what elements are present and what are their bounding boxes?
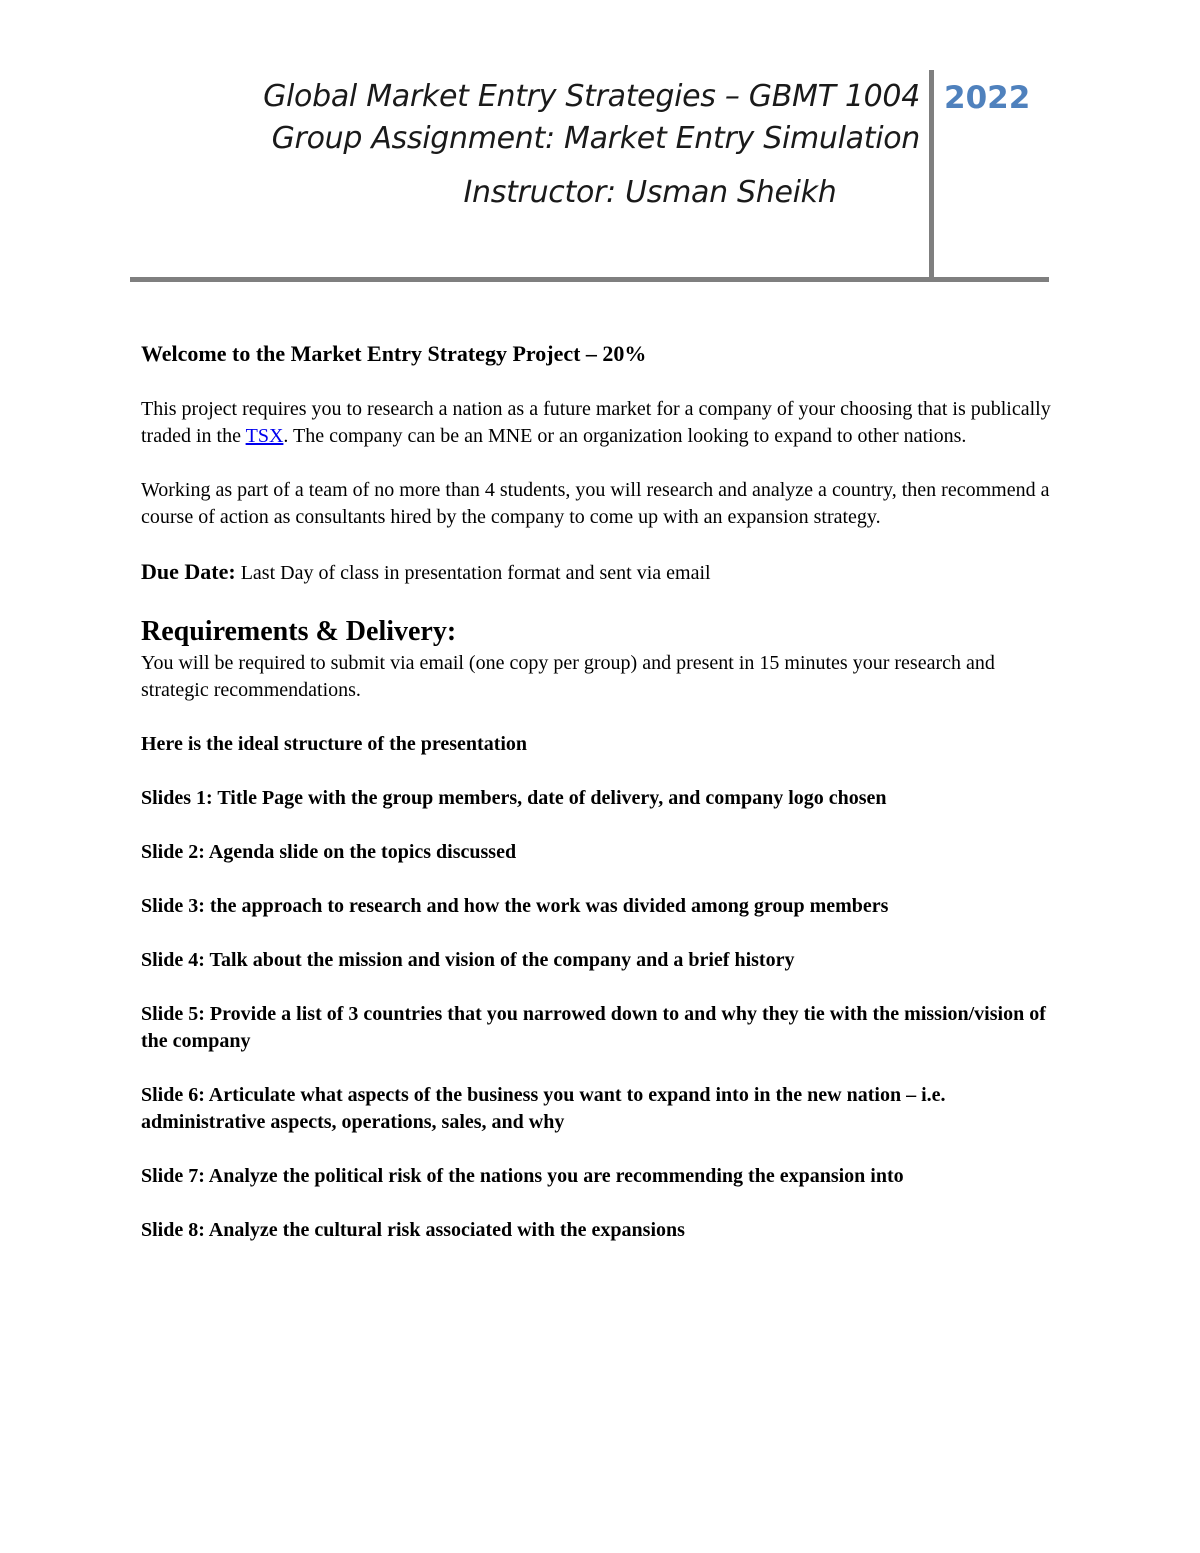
intro-text-part1: This project requires you to research a nation as a future market for a company of your choosing that is publically traded in the [141,398,1051,447]
slide-item-5: Slide 5: Provide a list of 3 countries that you narrowed down to and why they tie with the mission/vision of the company [141,1003,1046,1052]
assignment-title: Group Assignment: Market Entry Simulation [271,121,920,156]
slide-item-7: Slide 7: Analyze the political risk of the nations you are recommending the expansion into [141,1165,904,1187]
course-title: Global Market Entry Strategies – GBMT 1004 [263,79,920,114]
welcome-heading: Welcome to the Market Entry Strategy Project – 20% [141,341,647,366]
due-date-line [141,558,1061,587]
requirements-paragraph: You will be required to submit via email (one copy per group) and present in 15 minutes your research and strategic recommendations. [141,652,995,701]
due-date-text: Last Day of class in presentation format and sent via email [235,562,711,584]
intro-paragraph [141,396,1061,450]
header-vertical-divider [929,70,934,282]
intro-text-part2: . The company can be an MNE or an organization looking to expand to other nations. [283,425,967,447]
slide-item-6: Slide 6: Articulate what aspects of the business you want to expand into in the new nation – i.e. administrative aspects, operations, sales, and why [141,1084,946,1133]
structure-intro: Here is the ideal structure of the presentation [141,733,528,755]
slide-item-2: Slide 2: Agenda slide on the topics discussed [141,841,517,863]
working-paragraph: Working as part of a team of no more than 4 students, you will research and analyze a country, then recommend a course of action as consultants hired by the company to come up with an expansion strategy. [141,479,1050,528]
due-date-label: Due Date: [141,559,236,584]
slide-item-3: Slide 3: the approach to research and how the work was divided among group members [141,895,889,917]
document-body [141,340,1061,1271]
slide-item-8: Slide 8: Analyze the cultural risk associated with the expansions [141,1219,685,1241]
instructor-line: Instructor: Usman Sheikh [463,175,837,210]
header-horizontal-divider [130,277,1049,282]
tsx-link[interactable]: TSX [245,425,284,447]
header-titles [140,76,920,214]
slide-item-1: Slides 1: Title Page with the group members, date of delivery, and company logo chosen [141,787,887,809]
slide-item-4: Slide 4: Talk about the mission and vision of the company and a brief history [141,949,795,971]
year-label: 2022 [944,80,1031,116]
requirements-heading: Requirements & Delivery: [141,616,457,647]
